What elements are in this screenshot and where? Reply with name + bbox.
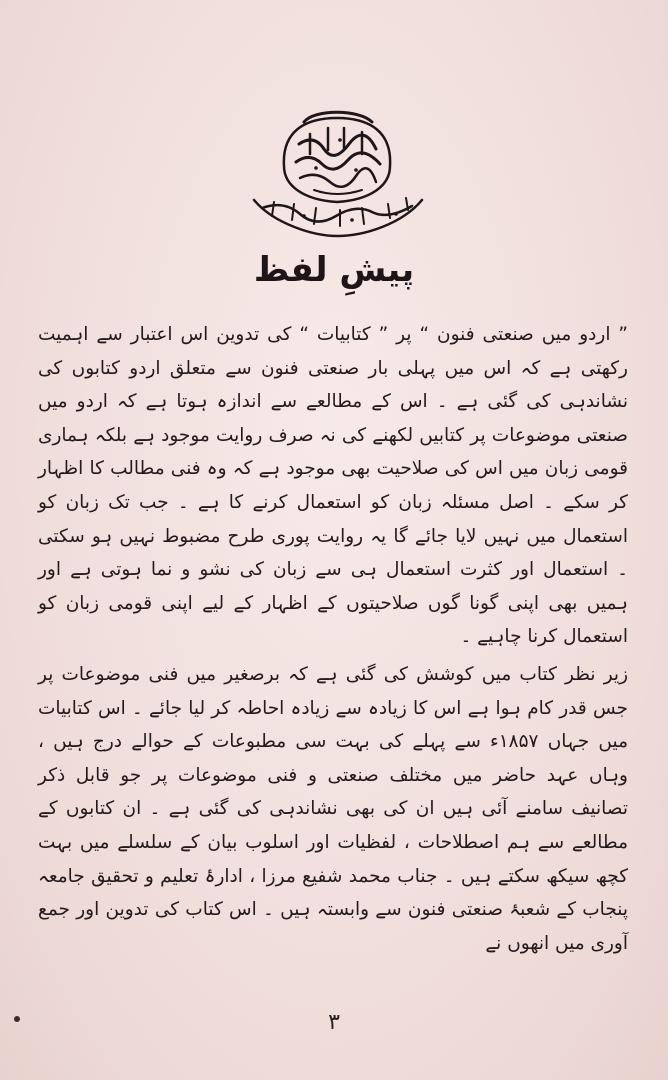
margin-dot [14,1016,20,1022]
bismillah-calligraphy-icon [244,104,430,240]
page-number: ۳ [328,1010,340,1035]
page-heading: پیشِ لفظ [253,250,415,290]
paragraph: ” اردو میں صنعتی فنون “ پر ” کتابیات “ کی تدوین اس اعتبار سے اہمیت رکھتی ہے کہ اس میں پہلی بار صنعتی فنون سے متعلق اردو کتابوں کی نشاندہی کی گئی ہے ۔ اس کے مطالعے سے اندازہ ہوتا ہے کہ اردو میں صنعتی موضوعات پر کتابیں لکھنے کی نہ صرف روایت موجود ہے بلکہ ہماری قومی زبان میں اس کی صلاحیت بھی موجود ہے کہ وہ فنی مطالب کا اظہار کر سکے ۔ اصل مسئلہ زبان کو استعمال کرنے کا ہے ۔ جب تک زبان کو استعمال میں نہیں لایا جائے گا یہ روایت پوری طرح مضبوط نہیں ہو سکتی ۔ استعمال اور کثرت استعمال ہی سے زبان کی نشو و نما ہوتی ہے اور ہمیں بھی اپنی گونا گوں صلاحیتوں کے اظہار کے لیے اپنی قومی زبان کو استعمال کرنا چاہیے ۔ [38,324,628,648]
paragraph: زیر نظر کتاب میں کوشش کی گئی ہے کہ برصغیر میں فنی موضوعات پر جس قدر کام ہوا ہے اس کا زیادہ سے زیادہ احاطہ کر لیا جائے ۔ اس کتابیات میں جہاں ۱۸۵۷ء سے پہلے کی بہت سی مطبوعات کے حوالے درج ہیں ، وہاں عہد حاضر میں مختلف صنعتی و فنی موضوعات پر جو قابل ذکر تصانیف سامنے آئی ہیں ان کی بھی نشاندہی کی گئی ہے ۔ ان کتابوں کے مطالعے سے ہم اصطلاحات ، لفظیات اور اسلوب بیان کے سلسلے میں بہت کچھ سیکھ سکتے ہیں ۔ جناب محمد شفیع مرزا ، ادارۂ تعلیم و تحقیق جامعہ پنجاب کے شعبۂ صنعتی فنون سے وابستہ ہیں ۔ اس کتاب کی تدوین اور جمع آوری میں انھوں نے [38,663,628,954]
body-text [38,318,628,960]
